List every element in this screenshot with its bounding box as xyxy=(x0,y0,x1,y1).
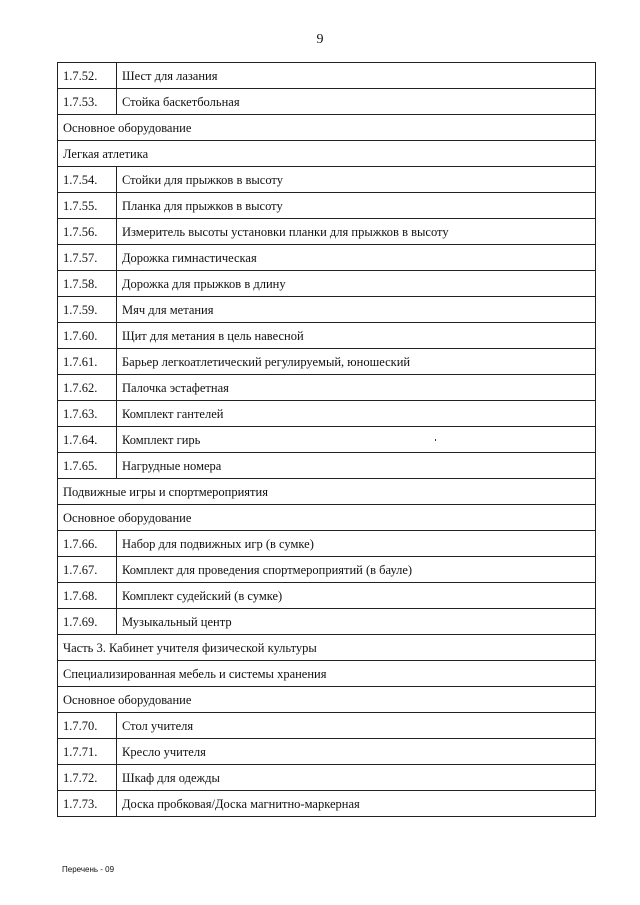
item-number: 1.7.59. xyxy=(58,297,117,323)
table-row xyxy=(58,583,596,609)
table-row xyxy=(58,531,596,557)
item-number: 1.7.66. xyxy=(58,531,117,557)
table-row xyxy=(58,791,596,817)
item-name: Нагрудные номера xyxy=(117,453,596,479)
item-number: 1.7.56. xyxy=(58,219,117,245)
section-heading: Основное оборудование xyxy=(58,115,596,141)
item-number: 1.7.54. xyxy=(58,167,117,193)
table-row xyxy=(58,63,596,89)
item-name: Музыкальный центр xyxy=(117,609,596,635)
scan-speck xyxy=(435,439,436,441)
item-name: Стойки для прыжков в высоту xyxy=(117,167,596,193)
table-row xyxy=(58,713,596,739)
item-name: Доска пробковая/Доска магнитно-маркерная xyxy=(117,791,596,817)
item-number: 1.7.69. xyxy=(58,609,117,635)
table-row xyxy=(58,557,596,583)
item-number: 1.7.71. xyxy=(58,739,117,765)
item-name: Планка для прыжков в высоту xyxy=(117,193,596,219)
item-number: 1.7.64. xyxy=(58,427,117,453)
section-row xyxy=(58,479,596,505)
table-row xyxy=(58,609,596,635)
item-name: Стойка баскетбольная xyxy=(117,89,596,115)
item-name: Дорожка для прыжков в длину xyxy=(117,271,596,297)
table-row xyxy=(58,297,596,323)
section-row xyxy=(58,115,596,141)
equipment-table-container xyxy=(57,62,595,817)
table-row xyxy=(58,739,596,765)
table-row xyxy=(58,193,596,219)
item-name: Дорожка гимнастическая xyxy=(117,245,596,271)
item-number: 1.7.63. xyxy=(58,401,117,427)
section-heading: Специализированная мебель и системы хранения xyxy=(58,661,596,687)
section-row xyxy=(58,141,596,167)
item-number: 1.7.60. xyxy=(58,323,117,349)
item-name: Мяч для метания xyxy=(117,297,596,323)
table-row xyxy=(58,349,596,375)
item-name: Комплект гирь xyxy=(117,427,596,453)
section-row xyxy=(58,505,596,531)
section-heading: Часть 3. Кабинет учителя физической культуры xyxy=(58,635,596,661)
table-row xyxy=(58,453,596,479)
item-name: Комплект судейский (в сумке) xyxy=(117,583,596,609)
item-name: Комплект гантелей xyxy=(117,401,596,427)
table-row xyxy=(58,89,596,115)
item-number: 1.7.58. xyxy=(58,271,117,297)
item-number: 1.7.52. xyxy=(58,63,117,89)
section-heading: Подвижные игры и спортмероприятия xyxy=(58,479,596,505)
item-name: Комплект для проведения спортмероприятий (в бауле) xyxy=(117,557,596,583)
item-number: 1.7.73. xyxy=(58,791,117,817)
section-row xyxy=(58,687,596,713)
item-name: Щит для метания в цель навесной xyxy=(117,323,596,349)
section-heading: Легкая атлетика xyxy=(58,141,596,167)
section-row xyxy=(58,661,596,687)
table-row xyxy=(58,271,596,297)
item-number: 1.7.53. xyxy=(58,89,117,115)
item-number: 1.7.61. xyxy=(58,349,117,375)
item-name: Шест для лазания xyxy=(117,63,596,89)
item-name: Набор для подвижных игр (в сумке) xyxy=(117,531,596,557)
item-name: Барьер легкоатлетический регулируемый, юношеский xyxy=(117,349,596,375)
item-number: 1.7.67. xyxy=(58,557,117,583)
page-number: 9 xyxy=(316,32,324,47)
section-heading: Основное оборудование xyxy=(58,687,596,713)
item-number: 1.7.65. xyxy=(58,453,117,479)
document-footer: Перечень - 09 xyxy=(62,865,115,874)
equipment-table xyxy=(57,62,596,817)
item-number: 1.7.62. xyxy=(58,375,117,401)
item-name: Стол учителя xyxy=(117,713,596,739)
table-row xyxy=(58,765,596,791)
table-row xyxy=(58,375,596,401)
item-name: Кресло учителя xyxy=(117,739,596,765)
item-name: Шкаф для одежды xyxy=(117,765,596,791)
table-row xyxy=(58,245,596,271)
item-name: Измеритель высоты установки планки для прыжков в высоту xyxy=(117,219,596,245)
item-number: 1.7.70. xyxy=(58,713,117,739)
table-row xyxy=(58,427,596,453)
item-number: 1.7.68. xyxy=(58,583,117,609)
item-number: 1.7.55. xyxy=(58,193,117,219)
table-row xyxy=(58,401,596,427)
table-row xyxy=(58,323,596,349)
item-name: Палочка эстафетная xyxy=(117,375,596,401)
table-row xyxy=(58,219,596,245)
equipment-table-body xyxy=(58,63,596,817)
section-row xyxy=(58,635,596,661)
table-row xyxy=(58,167,596,193)
item-number: 1.7.57. xyxy=(58,245,117,271)
item-number: 1.7.72. xyxy=(58,765,117,791)
section-heading: Основное оборудование xyxy=(58,505,596,531)
